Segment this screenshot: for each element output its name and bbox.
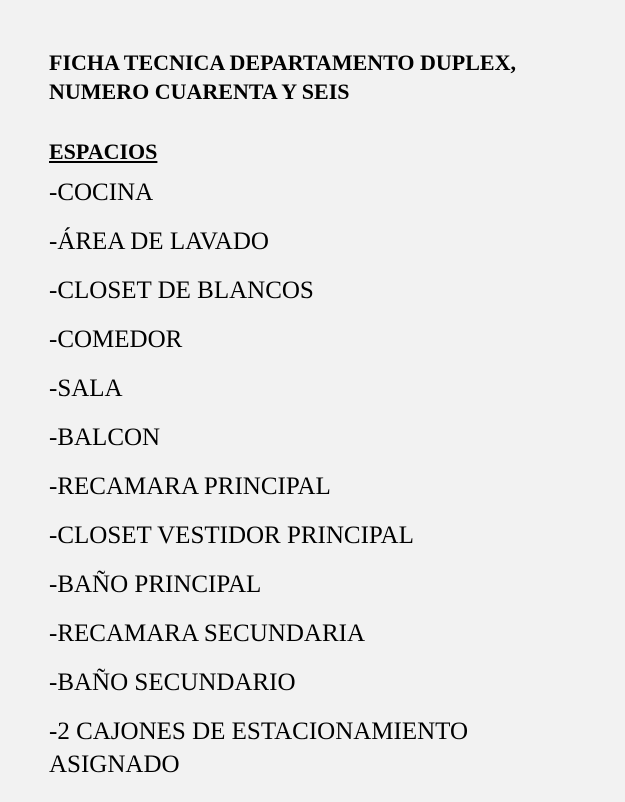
section-heading-espacios: ESPACIOS [49,139,158,164]
list-item: -CLOSET DE BLANCOS [49,277,314,304]
list-item-multiline [49,715,585,781]
list-item-line: -2 CAJONES DE ESTACIONAMIENTO [49,718,469,745]
list-item: -CLOSET VESTIDOR PRINCIPAL [49,522,414,549]
list-item: -BAÑO PRINCIPAL [49,571,262,598]
title-line-1: FICHA TECNICA DEPARTAMENTO DUPLEX, [49,50,516,75]
list-item: -BAÑO SECUNDARIO [49,669,296,696]
title-line-2: NUMERO CUARENTA Y SEIS [49,79,350,104]
list-item: -COMEDOR [49,326,183,353]
list-item: -BALCON [49,424,161,451]
list-item: -COCINA [49,179,154,206]
list-item-line: ASIGNADO [49,751,180,778]
list-item: -SALA [49,375,123,402]
document-title [49,48,585,106]
spaces-list [49,176,585,781]
list-item: -RECAMARA PRINCIPAL [49,473,331,500]
list-item: -ÁREA DE LAVADO [49,228,269,255]
list-item: -RECAMARA SECUNDARIA [49,620,366,647]
